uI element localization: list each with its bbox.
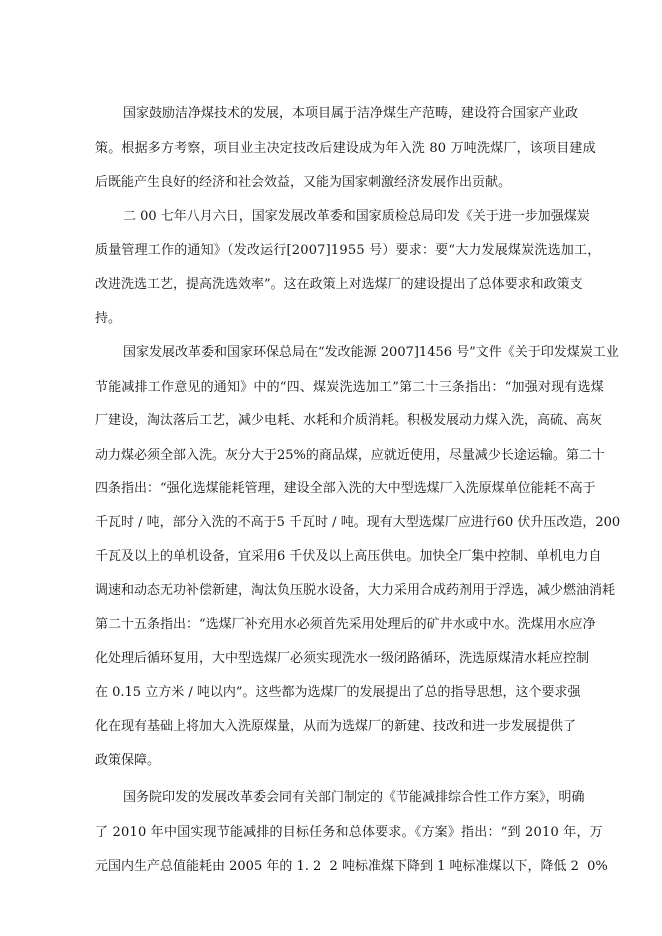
text-line: 后既能产生良好的经济和社会效益，又能为国家刺激经济发展作出贡献。	[95, 175, 512, 190]
text-line: 国家鼓励洁净煤技术的发展，本项目属于洁净煤生产范畴，建设符合国家产业政	[123, 106, 579, 121]
text-line: 改进洗选工艺，提高洗选效率”。这在政策上对选煤厂的建设提出了总体要求和政策支	[95, 277, 583, 292]
text-line: 化处理后循环复用，大中型选煤厂必须实现洗水一级闭路循环，洗选原煤清水耗应控制	[95, 651, 590, 666]
text-line: 四条指出：“强化选煤能耗管理，建设全部入洗的大中型选煤厂入洗原煤单位能耗不高于	[95, 481, 596, 496]
text-line: 动力煤必须全部入洗。灰分大于25%的商品煤，应就近使用，尽量减少长途运输。第二十	[95, 448, 605, 463]
text-line: 二 00 七年八月六日，国家发展改革委和国家质检总局印发《关于进一步加强煤炭	[123, 209, 590, 224]
text-line: 化在现有基础上将加大入洗原煤量，从而为选煤厂的新建、技改和进一步发展提供了	[95, 719, 577, 734]
text-line: 千瓦及以上的单机设备，宜采用6 千伏及以上高压供电。加快全厂集中控制、单机电力自	[95, 549, 602, 564]
text-line: 质量管理工作的通知》（发改运行[2007]1955 号）要求：要“大力发展煤炭洗选加工，	[95, 243, 601, 258]
text-line: 政策保障。	[95, 753, 161, 768]
text-line: 调速和动态无功补偿新建，淘汰负压脱水设备，大力采用合成药剂用于浮选，减少燃油消耗	[95, 583, 616, 598]
text-line: 策。根据多方考察，项目业主决定技改后建设成为年入洗 80 万吨洗煤厂，该项目建成	[95, 141, 596, 156]
text-line: 国家发展改革委和国家环保总局在“发改能源 2007]1456 号”文件《关于印发煤炭工业	[123, 345, 619, 360]
text-line: 千瓦时 / 吨，部分入洗的不高于5 千瓦时 / 吨。现有大型选煤厂应进行60 伏升压改造，200	[95, 515, 621, 530]
text-line: 元国内生产总值能耗由 2005 年的 1. 2 2 吨标准煤下降到 1 吨标准煤以下，降低 2 0%	[95, 859, 608, 874]
text-line: 国务院印发的发展改革委会同有关部门制定的《节能减排综合性工作方案》，明确	[123, 790, 585, 805]
text-line: 第二十五条指出：“选煤厂补充用水必须首先采用处理后的矿井水或中水。洗煤用水应净	[95, 617, 596, 632]
text-line: 持。	[95, 311, 122, 326]
text-line: 节能减排工作意见的通知》中的“四、煤炭洗选加工”第二十三条指出：“加强对现有选煤	[95, 380, 604, 395]
text-line: 在 0.15 立方米 / 吨以内”。这些都为选煤厂的发展提出了总的指导思想，这个要求强	[95, 685, 581, 700]
text-line: 了 2010 年中国实现节能减排的目标任务和总体要求。《方案》指出：“到 2010 年，万	[95, 825, 603, 840]
text-line: 厂建设，淘汰落后工艺，减少电耗、水耗和介质消耗。积极发展动力煤入洗，高硫、高灰	[95, 413, 603, 428]
